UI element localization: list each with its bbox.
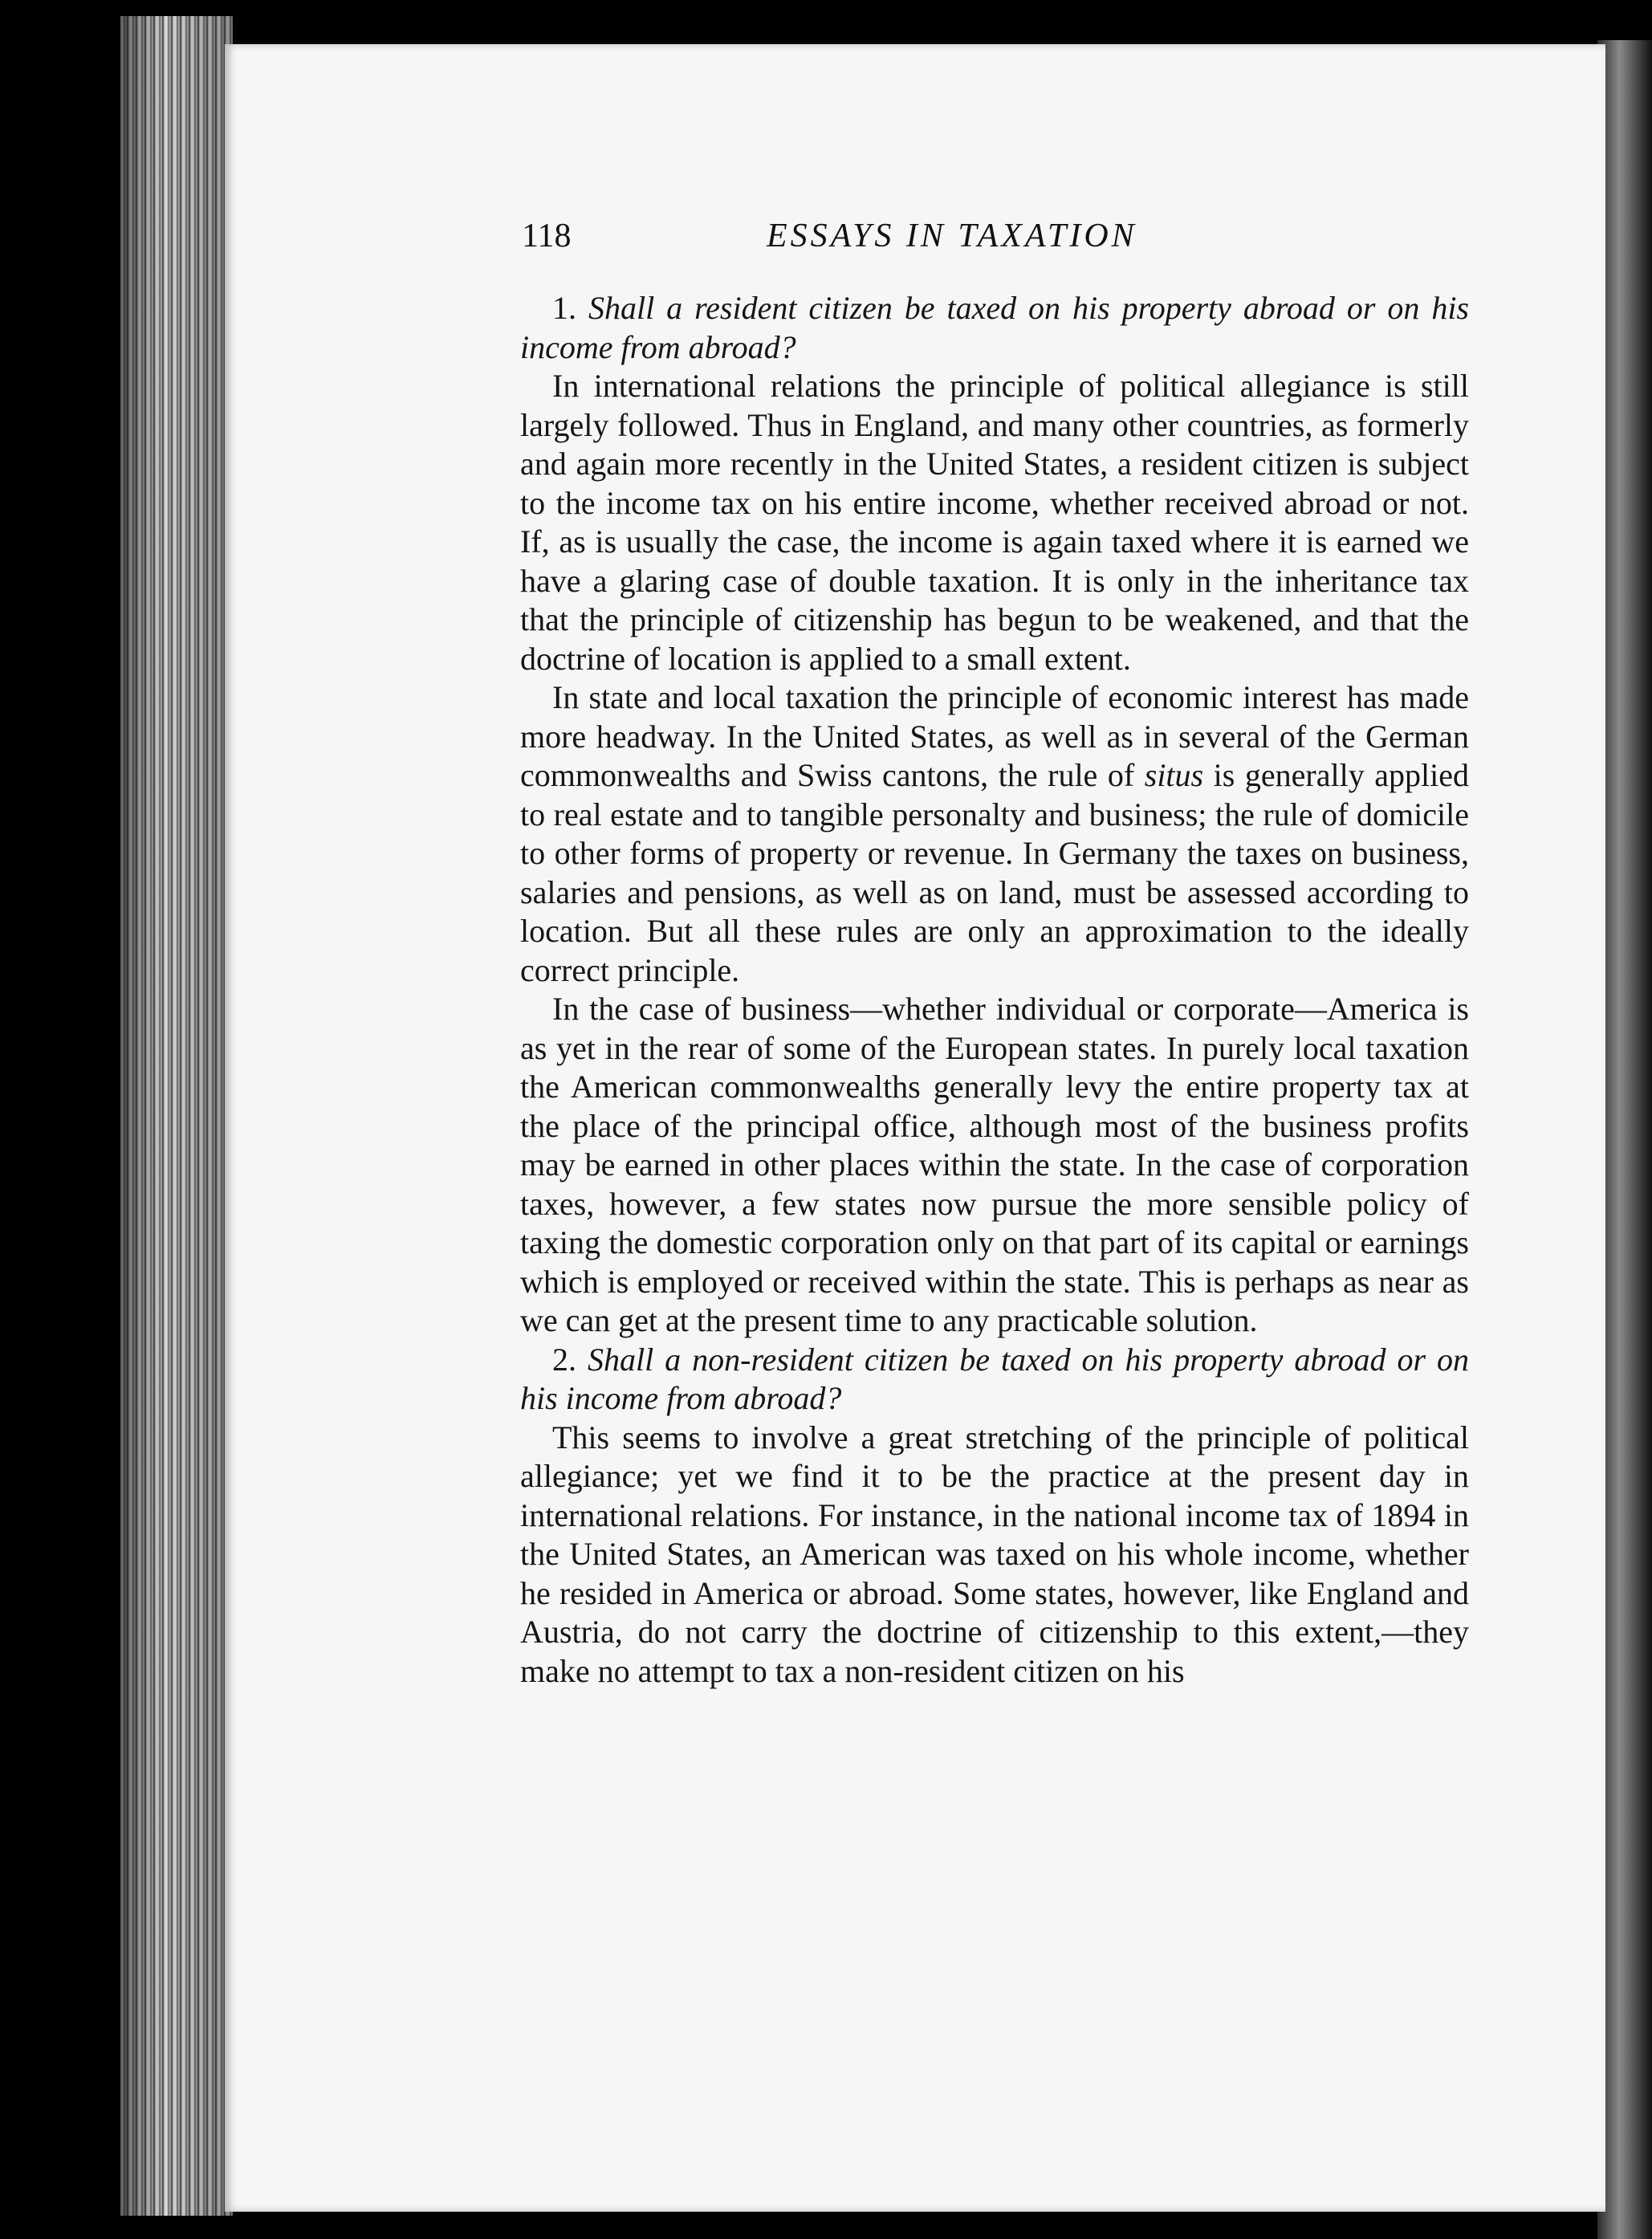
question-2 [520, 1341, 1469, 1419]
running-title: ESSAYS IN TAXATION [767, 218, 1137, 254]
question-2-text: Shall a non-resident citizen be taxed on his property abroad or on his income from abroad? [520, 1341, 1469, 1416]
paragraph-3: In the case of business—whether individual or corporate—America is as yet in the rear of some of the European states. In purely local taxation the American commonwealths generally levy the entire property tax at the place of the principal office, although most of the business profits may be earned in other places within the state. In the case of corporation taxes, however, a few states now pursue the more sensible policy of taxing the domestic corporation only on that part of its capital or earnings which is employed or received within the state. This is perhaps as near as we can get at the present time to any practicable solution. [520, 991, 1469, 1338]
paragraph-1: In international relations the principle of political allegiance is still largely followed. Thus in England, and many other countries, as formerly and again more recently in the United States, a resident citizen is subject to the income tax on his entire income, whether received abroad or not. If, as is usually the case, the income is again taxed where it is earned we have a glaring case of double taxation. It is only in the inheritance tax that the principle of citizenship has begun to be weakened, and that the doctrine of location is applied to a small extent. [520, 368, 1469, 677]
paragraph-2-end: is generally applied to real estate and to tangible personalty and business; the rule of domicile to other forms of property or revenue. In Germany the taxes on business, salaries and pensions, as well as on land, must be assessed according to location. But all these rules are only an approximation to the ideally correct principle. [520, 757, 1469, 988]
question-1-text: Shall a resident citizen be taxed on his property abroad or on his income from abroad? [520, 290, 1469, 365]
running-header [522, 217, 1469, 265]
situs-term: situs [1144, 757, 1204, 793]
question-2-number: 2. [552, 1341, 576, 1378]
paragraph-4: This seems to involve a great stretching of the principle of political allegiance; yet we find it to be the practice at the present day in international relations. For instance, in the national income tax of 1894 in the United States, an American was taxed on his whole income, whether he resided in America or abroad. Some states, however, like England and Austria, do not carry the doctrine of citizenship to this extent,—they make no attempt to tax a non-resident citizen on his [520, 1419, 1469, 1689]
right-page-edge [1597, 40, 1652, 2239]
question-1 [520, 289, 1469, 367]
question-1-number: 1. [552, 290, 576, 326]
body-text [520, 289, 1469, 1691]
page-number: 118 [522, 218, 572, 254]
page-edges-shadow [120, 16, 233, 2216]
paragraph-2 [520, 678, 1469, 990]
paragraph-2-start: In state and local taxation the principle of economic interest has made more headway. In the United States, as well as in several of the German commonwealths and Swiss cantons, the rule of [520, 679, 1469, 793]
